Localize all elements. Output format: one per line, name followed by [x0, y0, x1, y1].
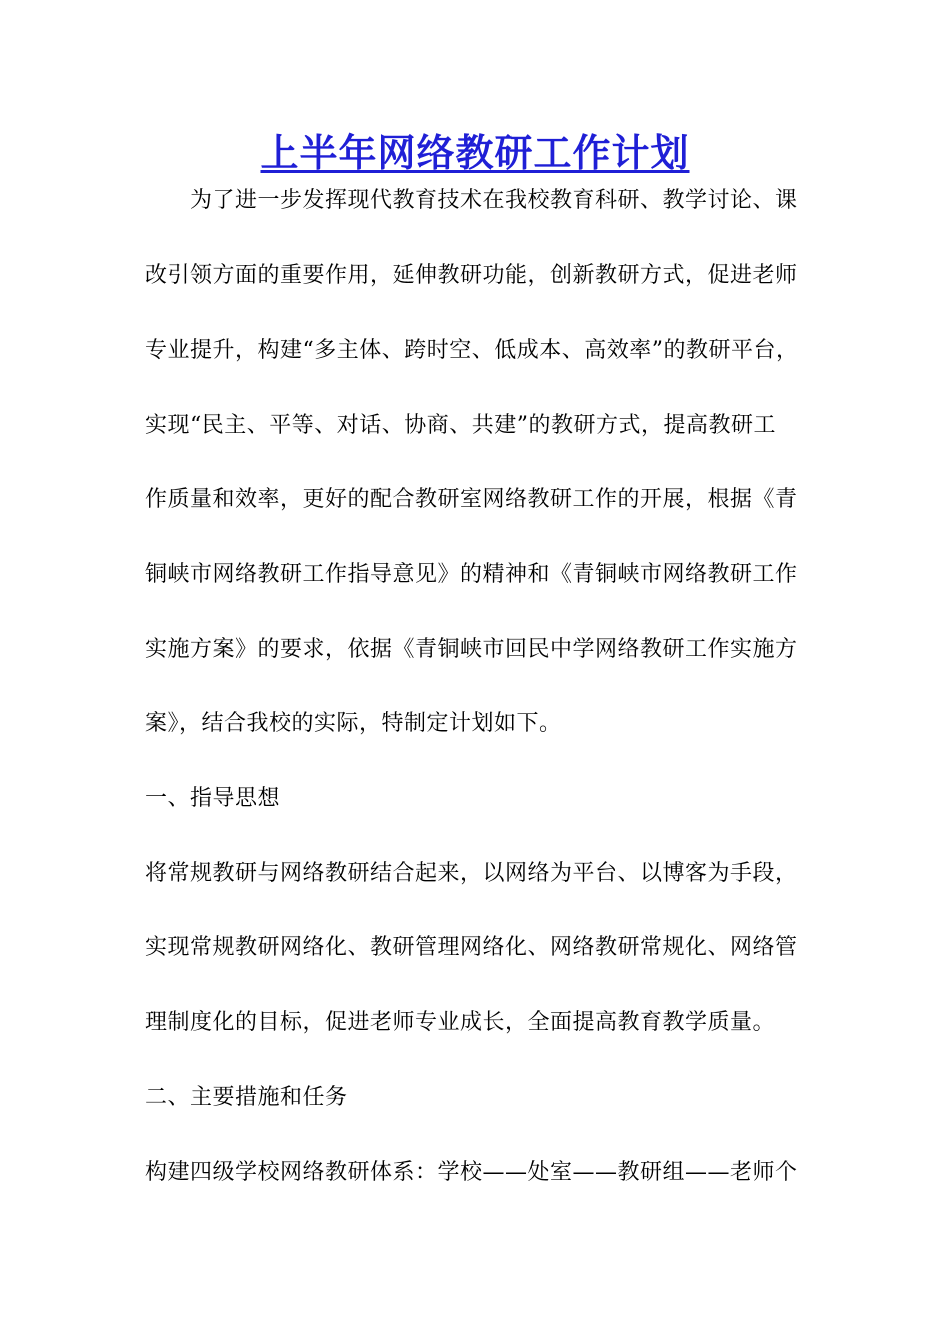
paragraph-line: 实施方案》的要求，依据《青铜峡市回民中学网络教研工作实施方 — [145, 637, 798, 662]
section-heading: 二、主要措施和任务 — [145, 1085, 348, 1110]
paragraph-line: 改引领方面的重要作用，延伸教研功能，创新教研方式，促进老师 — [145, 263, 798, 288]
document-title[interactable]: 上半年网络教研工作计划 — [260, 131, 690, 175]
paragraph-line: 理制度化的目标，促进老师专业成长，全面提高教育教学质量。 — [145, 1010, 776, 1035]
section-heading: 一、指导思想 — [145, 786, 281, 811]
paragraph-line: 实现常规教研网络化、教研管理网络化、网络教研常规化、网络管 — [145, 935, 798, 960]
paragraph-line: 为了进一步发挥现代教育技术在我校教育科研、教学讨论、课 — [190, 188, 798, 213]
paragraph-line: 案》，结合我校的实际，特制定计划如下。 — [145, 711, 562, 736]
paragraph-line: 铜峡市网络教研工作指导意见》的精神和《青铜峡市网络教研工作 — [145, 562, 798, 587]
paragraph-line: 实现“民主、平等、对话、协商、共建”的教研方式，提高教研工 — [145, 413, 776, 438]
paragraph-line: 将常规教研与网络教研结合起来，以网络为平台、以博客为手段， — [145, 861, 798, 886]
paragraph-line: 专业提升，构建“多主体、跨时空、低成本、高效率”的教研平台， — [145, 338, 799, 363]
paragraph-line: 作质量和效率，更好的配合教研室网络教研工作的开展，根据《青 — [145, 487, 798, 512]
paragraph-line: 构建四级学校网络教研体系：学校——处室——教研组——老师个 — [145, 1160, 798, 1185]
